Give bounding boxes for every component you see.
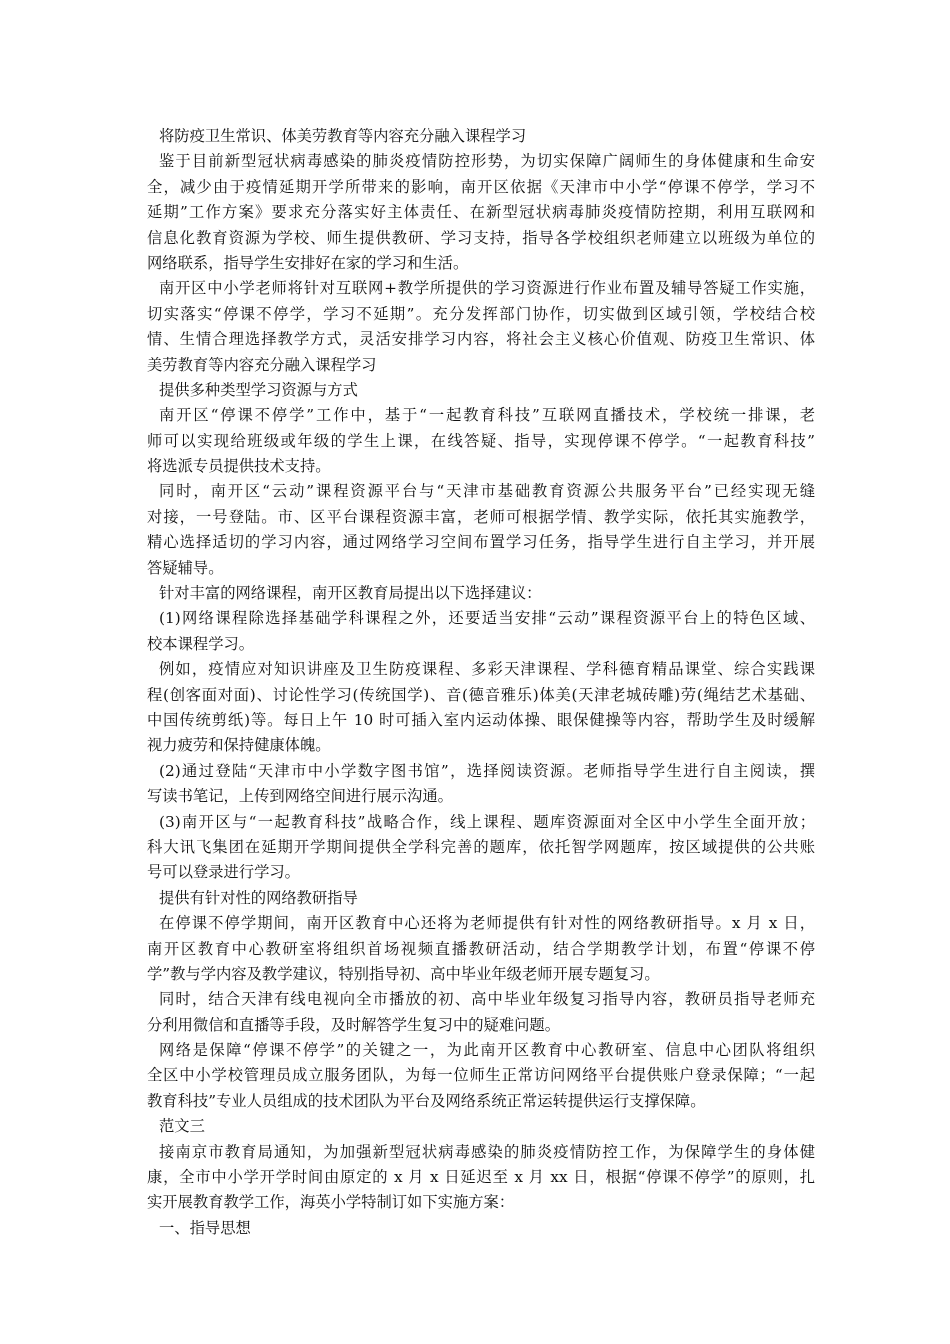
paragraph-line: 美劳教育等内容充分融入课程学习 (147, 355, 377, 374)
paragraph-line: 中国传统剪纸)等。每日上午 10 时可插入室内运动体操、眼保健操等内容，帮助学生及时缓解 (147, 710, 815, 729)
document-page (147, 124, 815, 1241)
paragraph-line: 将选派专员提供技术支持。 (147, 457, 331, 476)
paragraph-line: 将防疫卫生常识、体美劳教育等内容充分融入课程学习 (159, 127, 527, 145)
paragraph-line: 南开区“停课不停学”工作中，基于“一起教育科技”互联网直播技术，学校统一排课，老 (159, 406, 815, 425)
paragraph-line: 例如，疫情应对知识讲座及卫生防疫课程、多彩天津课程、学科德育精品课堂、综合实践课 (159, 660, 815, 679)
paragraph-line: 全，减少由于疫情延期开学所带来的影响，南开区依据《天津市中小学“停课不停学，学习不 (147, 177, 815, 196)
paragraph-line: 校本课程学习。 (147, 634, 255, 653)
paragraph-line: 情、生情合理选择教学方式，灵活安排学习内容，将社会主义核心价值观、防疫卫生常识、体 (147, 330, 815, 349)
paragraph-line: 延期”工作方案》要求充分落实好主体责任、在新型冠状病毒肺炎疫情防控期，利用互联网和 (147, 203, 815, 222)
paragraph-line: 接南京市教育局通知，为加强新型冠状病毒感染的肺炎疫情防控工作，为保障学生的身体健 (159, 1142, 815, 1161)
paragraph-line: 南开区中小学老师将针对互联网+教学所提供的学习资源进行作业布置及辅导答疑工作实施， (159, 279, 815, 298)
paragraph-line: 同时，结合天津有线电视向全市播放的初、高中毕业年级复习指导内容，教研员指导老师充 (159, 990, 815, 1009)
paragraph-line: 信息化教育资源为学校、师生提供教研、学习支持，指导各学校组织老师建立以班级为单位的 (147, 228, 815, 247)
paragraph-line: (3)南开区与“一起教育科技”战略合作，线上课程、题库资源面对全区中小学生全面开放； (159, 812, 815, 831)
paragraph-line: 提供多种类型学习资源与方式 (159, 380, 358, 399)
paragraph-line: 视力疲劳和保持健康体魄。 (147, 736, 331, 755)
paragraph-line: 鉴于目前新型冠状病毒感染的肺炎疫情防控形势，为切实保障广阔师生的身体健康和生命安 (159, 152, 815, 171)
paragraph-line: 写读书笔记，上传到网络空间进行展示沟通。 (147, 787, 453, 806)
paragraph-line: 精心选择适切的学习内容，通过网络学习空间布置学习任务，指导学生进行自主学习，并开展 (147, 533, 815, 552)
paragraph-line: 教育科技”专业人员组成的技术团队为平台及网络系统正常运转提供运行支撑保障。 (147, 1091, 706, 1110)
paragraph-line: 提供有针对性的网络教研指导 (159, 888, 358, 907)
paragraph-line: (2)通过登陆“天津市中小学数字图书馆”，选择阅读资源。老师指导学生进行自主阅读，撰 (159, 761, 815, 780)
paragraph-line: 程(创客面对面)、讨论性学习(传统国学)、音(德音雅乐)体美(天津老城砖雕)劳(绳结艺术基础、 (147, 685, 815, 704)
paragraph-line: 全区中小学校管理员成立服务团队，为每一位师生正常访问网络平台提供账户登录保障；“一起 (147, 1066, 815, 1085)
paragraph-line: 康，全市中小学开学时间由原定的 x 月 x 日延迟至 x 月 xx 日，根据“停课不停学”的原则，扎 (147, 1168, 815, 1187)
paragraph-line: 分利用微信和直播等手段，及时解答学生复习中的疑难问题。 (147, 1015, 561, 1034)
paragraph-line: 针对丰富的网络课程，南开区教育局提出以下选择建议： (159, 584, 542, 603)
paragraph-line: 在停课不停学期间，南开区教育中心还将为老师提供有针对性的网络教研指导。x 月 x 日， (159, 914, 815, 933)
paragraph-line: 师可以实现给班级或年级的学生上课，在线答疑、指导，实现停课不停学。“一起教育科技” (147, 431, 815, 450)
paragraph-line: 一、指导思想 (159, 1218, 251, 1237)
paragraph-line: 网络联系，指导学生安排好在家的学习和生活。 (147, 253, 469, 272)
paragraph-line: 南开区教育中心教研室将组织首场视频直播教研活动，结合学期教学计划，布置“停课不停 (147, 939, 815, 958)
paragraph-line: 号可以登录进行学习。 (147, 863, 300, 882)
paragraph-line: 网络是保障“停课不停学”的关键之一，为此南开区教育中心教研室、信息中心团队将组织 (159, 1041, 815, 1060)
paragraph-line: 科大讯飞集团在延期开学期间提供全学科完善的题库，依托智学网题库，按区域提供的公共账 (147, 837, 815, 856)
paragraph-line: 同时，南开区“云动”课程资源平台与“天津市基础教育资源公共服务平台”已经实现无缝 (159, 482, 815, 501)
paragraph-line: 答疑辅导。 (147, 558, 224, 577)
paragraph-line: 切实落实“停课不停学，学习不延期”。充分发挥部门协作，切实做到区域引领，学校结合校 (147, 304, 815, 323)
paragraph-line: 对接，一号登陆。市、区平台课程资源丰富，老师可根据学情、教学实际，依托其实施教学， (147, 507, 815, 526)
paragraph-line: (1)网络课程除选择基础学科课程之外，还要适当安排“云动”课程资源平台上的特色区域、 (159, 609, 815, 628)
paragraph-line: 范文三 (159, 1117, 205, 1136)
paragraph-line: 学”教与学内容及教学建议，特别指导初、高中毕业年级老师开展专题复习。 (147, 964, 660, 983)
paragraph-line: 实开展教育教学工作，海英小学特制订如下实施方案： (147, 1193, 515, 1212)
